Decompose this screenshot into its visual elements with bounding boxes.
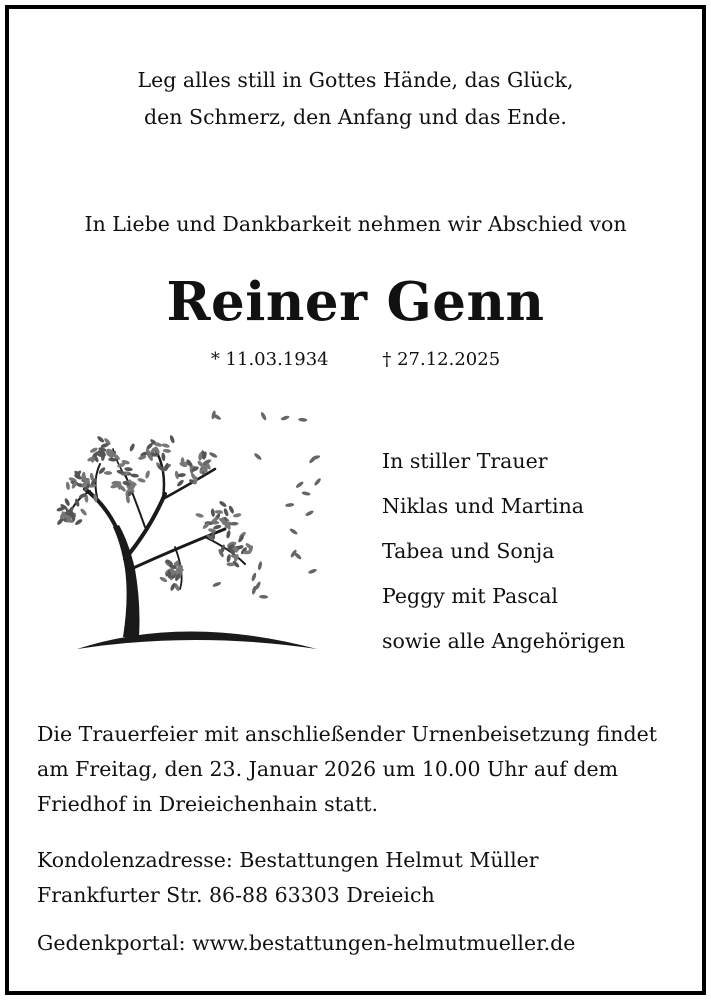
ceremony-line: am Freitag, den 23. Januar 2026 um 10.00 Uhr auf dem <box>37 757 619 781</box>
mourner-entry: sowie alle Angehörigen <box>382 629 626 653</box>
ceremony-text <box>37 717 687 822</box>
life-dates <box>9 349 702 370</box>
mourners-list <box>382 439 625 664</box>
mourner-entry: Tabea und Sonja <box>382 539 555 563</box>
condolence-address <box>37 843 539 913</box>
verse-line: Leg alles still in Gottes Hände, das Glück, <box>137 68 574 92</box>
mourner-entry: Peggy mit Pascal <box>382 584 558 608</box>
mourner-entry: Niklas und Martina <box>382 494 585 518</box>
deceased-name: Reiner Genn <box>166 271 545 333</box>
ceremony-line: Friedhof in Dreieichenhain statt. <box>37 792 379 816</box>
condolence-line: Kondolenzadresse: Bestattungen Helmut Müller <box>37 848 539 872</box>
condolence-line: Frankfurter Str. 86-88 63303 Dreieich <box>37 883 435 907</box>
verse <box>9 62 702 136</box>
obituary-card <box>5 5 706 995</box>
ceremony-line: Die Trauerfeier mit anschließender Urnenbeisetzung findet <box>37 722 657 746</box>
windblown-tree-icon <box>55 409 327 649</box>
mourners-heading: In stiller Trauer <box>382 449 548 473</box>
verse-line: den Schmerz, den Anfang und das Ende. <box>144 105 567 129</box>
memorial-portal: Gedenkportal: www.bestattungen-helmutmueller.de <box>37 931 576 955</box>
intro-text: In Liebe und Dankbarkeit nehmen wir Abschied von <box>84 212 627 236</box>
death-date: † 27.12.2025 <box>382 349 501 370</box>
birth-date: * 11.03.1934 <box>210 349 329 370</box>
